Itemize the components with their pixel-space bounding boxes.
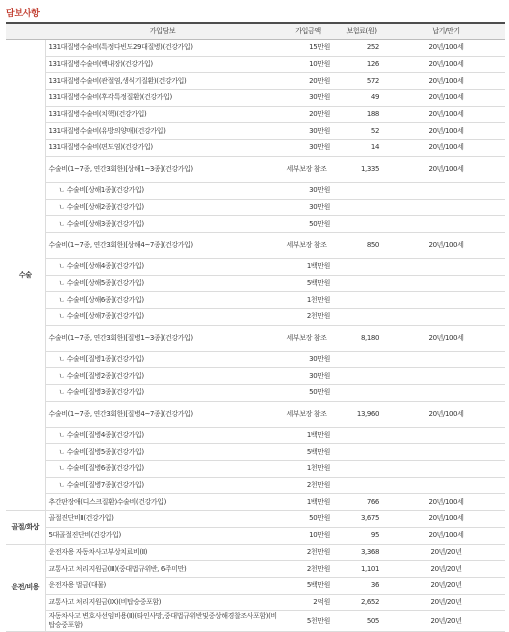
premium-value: 49 (336, 90, 387, 107)
table-row (6, 477, 505, 494)
table-row (6, 232, 505, 258)
payment-term: 20년/20년 (387, 544, 505, 561)
premium-value: 8,180 (336, 325, 387, 351)
premium-value: 1,101 (336, 561, 387, 578)
table-row (6, 527, 505, 544)
category-label: 수술 (6, 40, 45, 511)
payment-term: 20년/100세 (387, 325, 505, 351)
payment-term (387, 351, 505, 368)
table-row (6, 368, 505, 385)
premium-value: 505 (336, 611, 387, 632)
coverage-amount: 1백만원 (280, 494, 336, 511)
coverage-name: 131대질병수술비(백내장)(건강가입) (45, 56, 280, 73)
coverage-name: ㄴ 수술비[질병6종](건강가입) (45, 461, 280, 478)
table-row (6, 182, 505, 199)
table-row (6, 385, 505, 402)
coverage-amount: 30만원 (280, 90, 336, 107)
payment-term: 20년/100세 (387, 40, 505, 57)
header-cell-category (6, 23, 45, 40)
table-row (6, 90, 505, 107)
coverage-amount: 2천만원 (280, 477, 336, 494)
coverage-amount: 30만원 (280, 123, 336, 140)
premium-value: 3,675 (336, 511, 387, 528)
premium-value (336, 199, 387, 216)
coverage-amount: 10만원 (280, 527, 336, 544)
table-row (6, 494, 505, 511)
coverage-amount: 30만원 (280, 182, 336, 199)
table-row (6, 199, 505, 216)
coverage-amount: 2억원 (280, 594, 336, 611)
payment-term (387, 308, 505, 325)
table-row (6, 73, 505, 90)
premium-value (336, 368, 387, 385)
coverage-name: 수술비(1~7종, 연간3회한)[질병4~7종](건강가입) (45, 401, 280, 427)
premium-value: 572 (336, 73, 387, 90)
table-row (6, 106, 505, 123)
coverage-name: 교통사고 처리지원금(Ⅸ)(비탑승중포함) (45, 594, 280, 611)
premium-value (336, 216, 387, 233)
table-row (6, 56, 505, 73)
table-row (6, 544, 505, 561)
coverage-amount: 30만원 (280, 368, 336, 385)
coverage-amount: 15만원 (280, 40, 336, 57)
coverage-amount: 10만원 (280, 56, 336, 73)
coverage-name: ㄴ 수술비[상해4종](건강가입) (45, 258, 280, 275)
payment-term: 20년/100세 (387, 527, 505, 544)
table-row (6, 40, 505, 57)
payment-term (387, 275, 505, 292)
coverage-amount: 20만원 (280, 73, 336, 90)
premium-value: 252 (336, 40, 387, 57)
payment-term (387, 216, 505, 233)
coverage-name: 운전자용 벌금(대물) (45, 577, 280, 594)
premium-value: 14 (336, 140, 387, 157)
payment-term: 20년/20년 (387, 611, 505, 632)
table-row (6, 216, 505, 233)
payment-term (387, 182, 505, 199)
coverage-name: 131대질병수술비(유방의양매)(건강가입) (45, 123, 280, 140)
coverage-name: ㄴ 수술비[질병4종](건강가입) (45, 427, 280, 444)
coverage-amount: 1백만원 (280, 427, 336, 444)
coverage-name: 131대질병수술비(관절염,생식기질환)(건강가입) (45, 73, 280, 90)
table-row (6, 461, 505, 478)
premium-value (336, 477, 387, 494)
payment-term (387, 444, 505, 461)
table-row (6, 427, 505, 444)
section-title: 담보사항 (6, 9, 40, 19)
coverage-table (6, 22, 505, 632)
coverage-amount: 30만원 (280, 199, 336, 216)
coverage-name: ㄴ 수술비[질병5종](건강가입) (45, 444, 280, 461)
premium-value: 3,368 (336, 544, 387, 561)
payment-term (387, 199, 505, 216)
table-row (6, 156, 505, 182)
payment-term: 20년/20년 (387, 577, 505, 594)
coverage-name: 수술비(1~7종, 연간3회한)[질병1~3종](건강가입) (45, 325, 280, 351)
coverage-name: ㄴ 수술비[질병7종](건강가입) (45, 477, 280, 494)
coverage-name: ㄴ 수술비[상해6종](건강가입) (45, 292, 280, 309)
header-cell-coverage: 가입담보 (45, 23, 280, 40)
payment-term (387, 385, 505, 402)
coverage-amount: 5백만원 (280, 275, 336, 292)
coverage-amount: 2천만원 (280, 561, 336, 578)
premium-value: 766 (336, 494, 387, 511)
coverage-amount: 5백만원 (280, 577, 336, 594)
payment-term: 20년/100세 (387, 90, 505, 107)
payment-term: 20년/100세 (387, 73, 505, 90)
coverage-name: ㄴ 수술비[상해2종](건강가입) (45, 199, 280, 216)
table-row (6, 258, 505, 275)
coverage-amount: 1천만원 (280, 292, 336, 309)
coverage-amount: 30만원 (280, 140, 336, 157)
coverage-name: 교통사고 처리지원금(Ⅲ)(중대법규위반, 6주미만) (45, 561, 280, 578)
payment-term: 20년/100세 (387, 511, 505, 528)
table-row (6, 292, 505, 309)
coverage-name: 131대질병수술비(편도염)(건강가입) (45, 140, 280, 157)
coverage-amount: 2천만원 (280, 308, 336, 325)
coverage-name: 131대질병수술비(후각특정질환)(건강가입) (45, 90, 280, 107)
payment-term: 20년/100세 (387, 232, 505, 258)
table-row (6, 444, 505, 461)
coverage-name: ㄴ 수술비[상해3종](건강가입) (45, 216, 280, 233)
coverage-amount: 세부보장 참조 (280, 156, 336, 182)
payment-term (387, 461, 505, 478)
premium-value: 52 (336, 123, 387, 140)
coverage-name: ㄴ 수술비[질병3종](건강가입) (45, 385, 280, 402)
payment-term: 20년/100세 (387, 123, 505, 140)
table-header-row (6, 23, 505, 40)
coverage-name: ㄴ 수술비[상해7종](건강가입) (45, 308, 280, 325)
table-body (6, 40, 505, 632)
premium-value: 95 (336, 527, 387, 544)
table-row (6, 351, 505, 368)
coverage-name: 수술비(1~7종, 연간3회한)[상해4~7종](건강가입) (45, 232, 280, 258)
payment-term: 20년/20년 (387, 594, 505, 611)
coverage-name: ㄴ 수술비[상해1종](건강가입) (45, 182, 280, 199)
premium-value (336, 308, 387, 325)
category-label: 운전/비용 (6, 544, 45, 632)
premium-value (336, 444, 387, 461)
coverage-name: ㄴ 수술비[상해5종](건강가입) (45, 275, 280, 292)
payment-term: 20년/100세 (387, 494, 505, 511)
payment-term: 20년/100세 (387, 401, 505, 427)
premium-value: 188 (336, 106, 387, 123)
premium-value (336, 258, 387, 275)
premium-value (336, 182, 387, 199)
premium-value (336, 275, 387, 292)
table-row (6, 401, 505, 427)
coverage-name: ㄴ 수술비[질병1종](건강가입) (45, 351, 280, 368)
table-row (6, 325, 505, 351)
coverage-name: 자동차사고 변호사선임비용(Ⅱ)(타인사망,중대법규위반및중상해경찰조사포함)(비탑승중포함) (45, 611, 280, 632)
coverage-amount: 1천만원 (280, 461, 336, 478)
premium-value: 13,960 (336, 401, 387, 427)
coverage-name: 131대질병수술비(치핵)(건강가입) (45, 106, 280, 123)
category-label: 골절/화상 (6, 511, 45, 544)
coverage-amount: 50만원 (280, 216, 336, 233)
premium-value (336, 385, 387, 402)
premium-value: 850 (336, 232, 387, 258)
coverage-amount: 50만원 (280, 511, 336, 528)
header-cell-term: 납기/만기 (387, 23, 505, 40)
coverage-name: 골절진단비Ⅱ(건강가입) (45, 511, 280, 528)
coverage-amount: 세부보장 참조 (280, 232, 336, 258)
coverage-name: 수술비(1~7종, 연간3회한)[상해1~3종](건강가입) (45, 156, 280, 182)
premium-value (336, 461, 387, 478)
table-row (6, 123, 505, 140)
payment-term (387, 427, 505, 444)
table-row (6, 561, 505, 578)
coverage-amount: 5천만원 (280, 611, 336, 632)
header-cell-amount: 가입금액 (280, 23, 336, 40)
payment-term: 20년/100세 (387, 56, 505, 73)
premium-value (336, 427, 387, 444)
coverage-amount: 세부보장 참조 (280, 325, 336, 351)
coverage-amount: 세부보장 참조 (280, 401, 336, 427)
coverage-amount: 2천만원 (280, 544, 336, 561)
coverage-name: 5대골절진단비(건강가입) (45, 527, 280, 544)
payment-term: 20년/100세 (387, 156, 505, 182)
table-row (6, 511, 505, 528)
coverage-name: 운전자용 자동차사고부상치료비(Ⅱ) (45, 544, 280, 561)
table-row (6, 611, 505, 632)
coverage-name: 131대질병수술비(특정다빈도29대질병)(건강가입) (45, 40, 280, 57)
premium-value (336, 351, 387, 368)
premium-value: 1,335 (336, 156, 387, 182)
coverage-name: 추간판장애(디스크질환)수술비(건강가입) (45, 494, 280, 511)
table-row (6, 577, 505, 594)
coverage-name: ㄴ 수술비[질병2종](건강가입) (45, 368, 280, 385)
table-row (6, 140, 505, 157)
premium-value: 2,652 (336, 594, 387, 611)
coverage-amount: 50만원 (280, 385, 336, 402)
coverage-amount: 5백만원 (280, 444, 336, 461)
coverage-amount: 30만원 (280, 351, 336, 368)
payment-term: 20년/100세 (387, 106, 505, 123)
payment-term (387, 477, 505, 494)
premium-value: 126 (336, 56, 387, 73)
payment-term: 20년/20년 (387, 561, 505, 578)
payment-term (387, 368, 505, 385)
table-row (6, 308, 505, 325)
premium-value (336, 292, 387, 309)
coverage-amount: 1백만원 (280, 258, 336, 275)
payment-term (387, 292, 505, 309)
table-row (6, 275, 505, 292)
table-row (6, 594, 505, 611)
header-cell-premium: 보험료(원) (336, 23, 387, 40)
coverage-amount: 20만원 (280, 106, 336, 123)
payment-term (387, 258, 505, 275)
premium-value: 36 (336, 577, 387, 594)
payment-term: 20년/100세 (387, 140, 505, 157)
